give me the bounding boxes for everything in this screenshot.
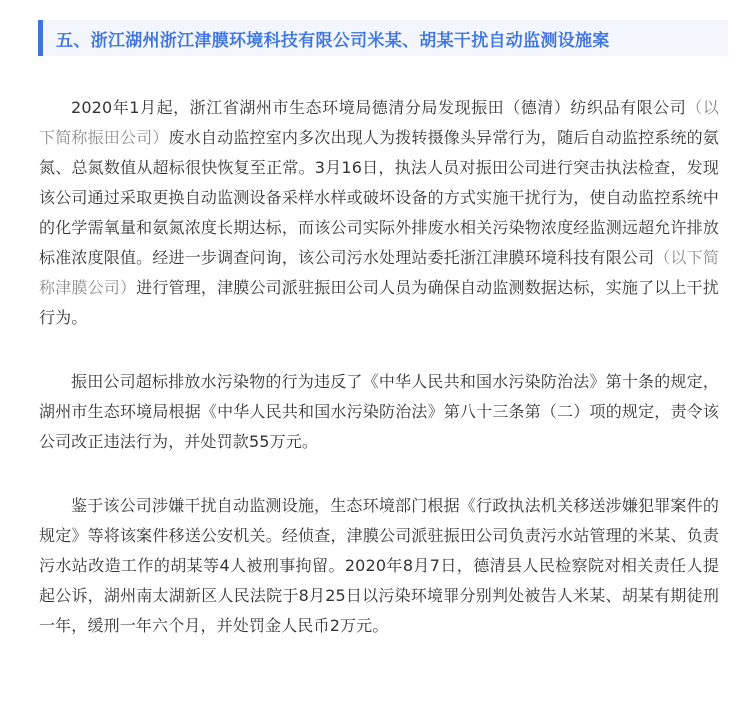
paragraph-text: 废水自动监控室内多次出现人为拨转摄像头异常行为，随后自动监控系统的氨氮、总氮数值从超标很快恢复至正常。3月16日，执法人员对振田公司进行突击执法检查，发现该公司通过采取更换自动监测设备采样水样或破坏设备的方式实施干扰行为，使自动监控系统中的化学需氧量和氨氮浓度长期达标，而该公司实际外排废水相关污染物浓度经监测远超允许排放标准浓度限值。经进一步调查问询，该公司污水处理站委托浙江津膜环境科技有限公司: [39, 128, 719, 267]
paragraph-text: 进行管理，津膜公司派驻振田公司人员为确保自动监测数据达标，实施了以上干扰行为。: [39, 278, 719, 327]
section-title: 五、浙江湖州浙江津膜环境科技有限公司米某、胡某干扰自动监测设施案: [56, 30, 610, 51]
paragraph-case-discovery: [39, 93, 719, 333]
article-body: [39, 93, 719, 641]
paragraph-penalty: 振田公司超标排放水污染物的行为违反了《中华人民共和国水污染防治法》第十条的规定，湖州市生态环境局根据《中华人民共和国水污染防治法》第八十三条第（二）项的规定，责令该公司改正违法行为，并处罚款55万元。: [39, 372, 719, 451]
paragraph-text: 2020年1月起，浙江省湖州市生态环境局德清分局发现振田（德清）纺织品有限公司: [71, 98, 687, 117]
abbreviation-note: （以下简称振田公司）: [39, 98, 720, 147]
section-accent-bar: [38, 20, 43, 56]
paragraph-criminal-transfer: 鉴于该公司涉嫌干扰自动监测设施，生态环境部门根据《行政执法机关移送涉嫌犯罪案件的规定》等将该案件移送公安机关。经侦查，津膜公司派驻振田公司负责污水站管理的米某、负责污水站改造工作的胡某等4人被刑事拘留。2020年8月7日，德清县人民检察院对相关责任人提起公诉，湖州南太湖新区人民法院于8月25日以污染环境罪分别判处被告人米某、胡某有期徒刑一年，缓刑一年六个月，并处罚金人民币2万元。: [39, 496, 719, 635]
section-header: [38, 20, 728, 56]
abbreviation-note: （以下简称津膜公司）: [39, 248, 719, 297]
